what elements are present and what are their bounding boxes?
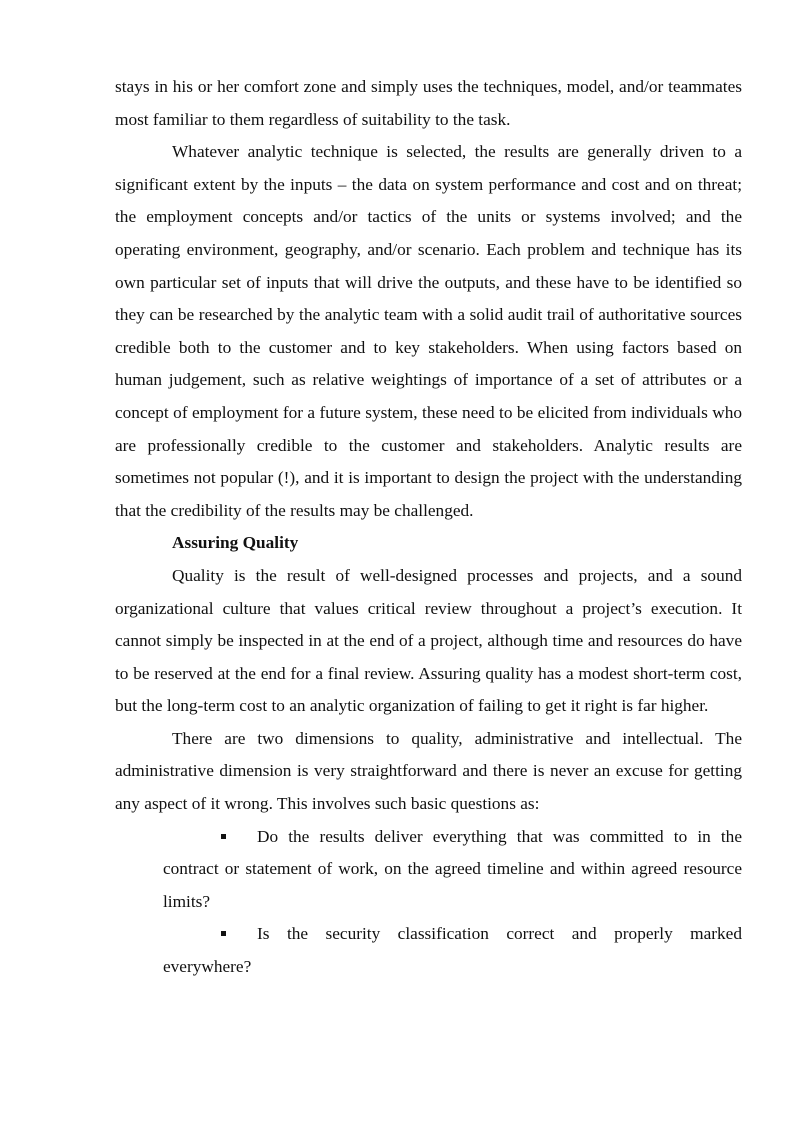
paragraph-quality-definition: Quality is the result of well-designed processes and projects, and a sound organizational culture that values critical review throughout a project’s execution. It cannot simply be inspected in at the end of a project, although time and resources do have to be reserved at the end for a final review. Assuring quality has a modest short-term cost, but the long-term cost to an analytic organization of failing to get it right is far higher. xyxy=(115,565,742,716)
bullet-list xyxy=(115,821,742,984)
bullet-text: Is the security classification correct and properly marked everywhere? xyxy=(163,924,742,977)
square-bullet-icon xyxy=(221,834,226,839)
paragraph-analytic-inputs: Whatever analytic technique is selected, the results are generally driven to a significant extent by the inputs – the data on system performance and cost and on threat; the employment concepts and/or tactics of the units or systems involved; and the operating environment, geography, and/or scenario. Each problem and technique has its own particular set of inputs that will drive the outputs, and these have to be identified so they can be researched by the analytic team with a solid audit trail of authoritative sources credible both to the customer and to key stakeholders. When using factors based on human judgement, such as relative weightings of importance of a set of attributes or a concept of employment for a future system, these need to be elicited from individuals who are professionally credible to the customer and stakeholders. Analytic results are sometimes not popular (!), and it is important to design the project with the understanding that the credibility of the results may be challenged. xyxy=(115,142,742,520)
square-bullet-icon xyxy=(221,931,226,936)
document-page xyxy=(115,71,742,984)
bullet-item xyxy=(163,821,742,919)
paragraph-continuation: stays in his or her comfort zone and simply uses the techniques, model, and/or teammates most familiar to them regardless of suitability to the task. xyxy=(115,77,742,129)
bullet-item xyxy=(163,918,742,983)
paragraph-quality-dimensions: There are two dimensions to quality, administrative and intellectual. The administrative dimension is very straightforward and there is never an excuse for getting any aspect of it wrong. This involves such basic questions as: xyxy=(115,728,742,814)
bullet-text: Do the results deliver everything that was committed to in the contract or statement of work, on the agreed timeline and within agreed resource limits? xyxy=(163,826,742,911)
section-heading: Assuring Quality xyxy=(172,533,299,553)
